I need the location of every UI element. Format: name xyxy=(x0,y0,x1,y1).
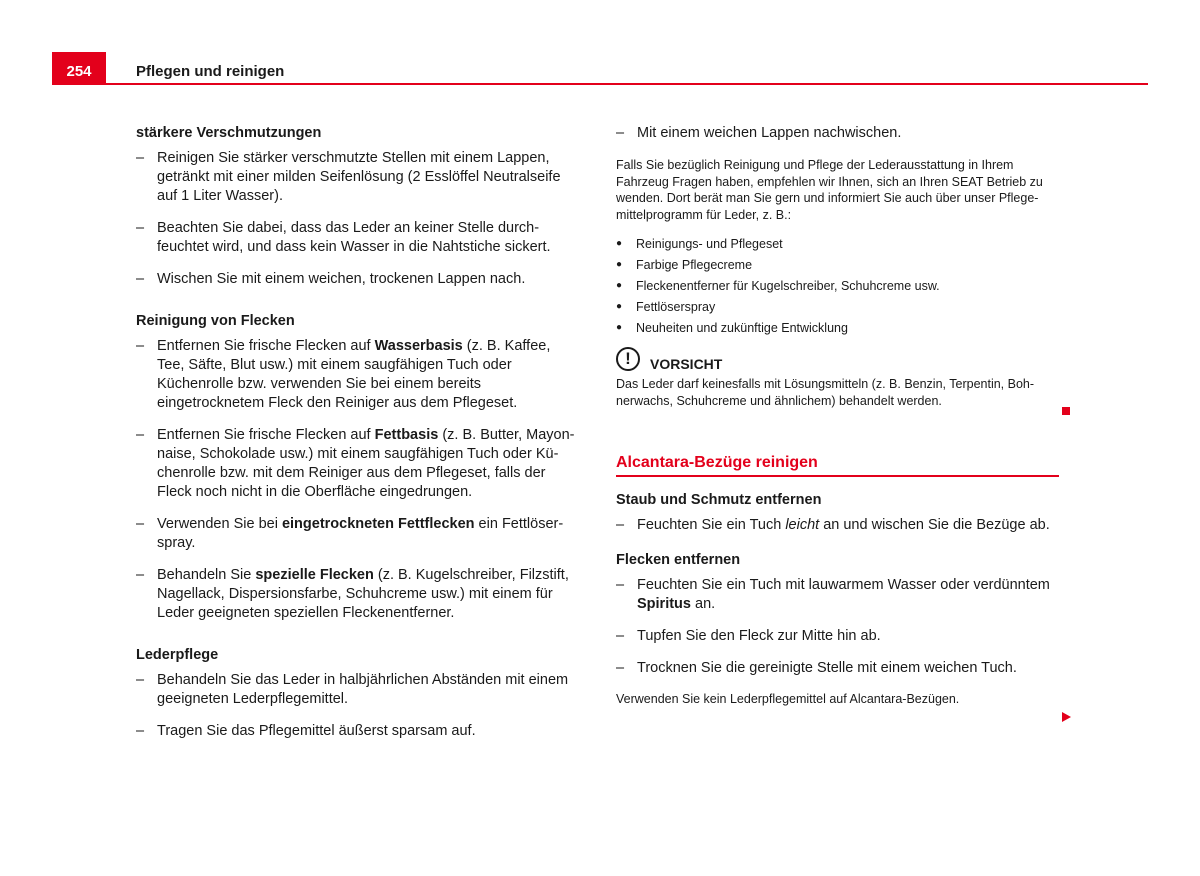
list-item: – Verwenden Sie bei eingetrockneten Fettflecken ein Fettlöserspray. xyxy=(136,515,581,553)
list-item: – Behandeln Sie spezielle Flecken (z. B. Kugelschreiber, Filzstift, Nagellack, Dispersionsfarbe, Schuhcreme usw.) mit einem für Leder geeigneten speziellen Fleckenentferner. xyxy=(136,566,581,623)
heading-leather-care: Lederpflege xyxy=(136,647,219,663)
list-item: – Tragen Sie das Pflegemittel äußerst sparsam auf. xyxy=(136,722,581,741)
bullet-item: ● Farbige Pflegecreme xyxy=(616,257,1071,273)
exclamation-icon: ! xyxy=(616,347,640,371)
list-item: – Mit einem weichen Lappen nachwischen. xyxy=(616,124,1071,143)
alcantara-note: Verwenden Sie kein Lederpflegemittel auf Alcantara-Bezügen. xyxy=(616,692,960,706)
bullet-item: ● Reinigungs- und Pflegeset xyxy=(616,236,1071,252)
header-rule xyxy=(52,83,1148,85)
left-column xyxy=(136,124,581,754)
section-title-alcantara: Alcantara-Bezüge reinigen xyxy=(616,454,818,471)
caution-title: VORSICHT xyxy=(650,356,723,372)
heading-stain-removal: Reinigung von Flecken xyxy=(136,313,295,329)
right-column xyxy=(616,124,1071,708)
list-item: – Feuchten Sie ein Tuch leicht an und wischen Sie die Bezüge ab. xyxy=(616,516,1071,535)
info-paragraph: Falls Sie bezüglich Reinigung und Pflege der Lederausstattung in Ihrem Fahrzeug Fragen haben, empfehlen wir Ihnen, sich an Ihren SEAT Betrieb zu wenden. Dort berät man Sie gern und informiert Sie auch über unser Pflegemittelprogramm für Leder, z. B.: xyxy=(616,158,1043,222)
page-number: 254 xyxy=(52,52,106,84)
bullet-item: ● Fettlöserspray xyxy=(616,299,1071,315)
caution-text: Das Leder darf keinesfalls mit Lösungsmitteln (z. B. Benzin, Terpentin, Bohnerwachs, Schuhcreme und ähnlichem) behandelt werden. xyxy=(616,377,1035,408)
list-item: – Reinigen Sie stärker verschmutzte Stellen mit einem Lappen, getränkt mit einer milden Seifenlösung (2 Esslöffel Neutralseife auf 1 Liter Wasser). xyxy=(136,149,581,206)
list-item: – Tupfen Sie den Fleck zur Mitte hin ab. xyxy=(616,627,1071,646)
list-item: – Trocknen Sie die gereinigte Stelle mit einem weichen Tuch. xyxy=(616,659,1071,678)
list-item: – Behandeln Sie das Leder in halbjährlichen Abständen mit einem geeigneten Lederpflegemittel. xyxy=(136,671,581,709)
caution-header xyxy=(616,346,1071,372)
list-item: – Feuchten Sie ein Tuch mit lauwarmem Wasser oder verdünntem Spiritus an. xyxy=(616,576,1071,614)
list-item: – Entfernen Sie frische Flecken auf Fettbasis (z. B. Butter, Mayonnaise, Schokolade usw.) mit einem saugfähigen Tuch oder Küchenrolle bzw. mit dem Reiniger aus dem Pflegeset, falls der Fleck noch nicht in die Oberfläche eingedrungen. xyxy=(136,426,581,502)
bullet-item: ● Neuheiten und zukünftige Entwicklung xyxy=(616,320,1071,336)
bullet-item: ● Fleckenentferner für Kugelschreiber, Schuhcreme usw. xyxy=(616,278,1071,294)
continue-arrow-icon xyxy=(1062,712,1071,722)
product-list xyxy=(616,236,1071,336)
heading-remove-stains: Flecken entfernen xyxy=(616,552,741,568)
list-item: – Wischen Sie mit einem weichen, trockenen Lappen nach. xyxy=(136,270,581,289)
heading-heavy-soiling: stärkere Verschmutzungen xyxy=(136,125,322,141)
section-end-marker xyxy=(1062,407,1070,415)
heading-dust-dirt: Staub und Schmutz entfernen xyxy=(616,492,822,508)
list-item: – Beachten Sie dabei, dass das Leder an keiner Stelle durchfeuchtet wird, und dass kein Wasser in die Nahtstiche sickert. xyxy=(136,219,581,257)
chapter-title: Pflegen und reinigen xyxy=(136,63,285,80)
list-item: – Entfernen Sie frische Flecken auf Wasserbasis (z. B. Kaffee, Tee, Säfte, Blut usw.) mit einem saugfähigen Tuch oder Küchenrolle bzw. verwenden Sie bei einem bereits eingetrocknetem Fleck den Reiniger aus dem Pflegeset. xyxy=(136,337,581,413)
